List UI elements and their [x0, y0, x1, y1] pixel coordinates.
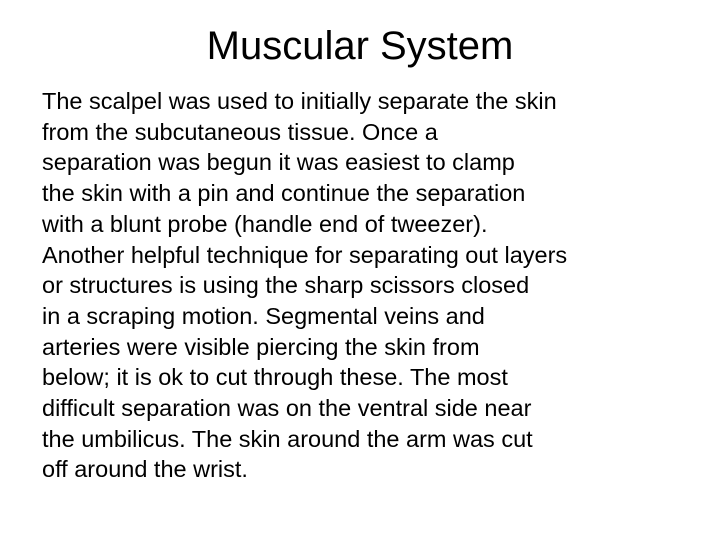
text-line: with a blunt probe (handle end of tweezer).: [42, 210, 488, 237]
text-line: or structures is using the sharp scissors closed: [42, 272, 530, 299]
text-line: separation was begun it was easiest to clamp: [42, 149, 515, 176]
text-line: The scalpel was used to initially separate the skin: [42, 88, 557, 114]
slide-title: Muscular System: [206, 24, 514, 68]
text-line: the skin with a pin and continue the separation: [42, 180, 526, 207]
paragraph-technique: [42, 240, 682, 486]
text-line: below; it is ok to cut through these. The most: [42, 364, 508, 391]
text-line: off around the wrist.: [42, 456, 248, 483]
text-line: Another helpful technique for separating out layers: [42, 241, 568, 268]
paragraph-scalpel: [42, 86, 682, 240]
slide-body: [42, 86, 682, 485]
text-line: the umbilicus. The skin around the arm was cut: [42, 425, 533, 452]
text-line: arteries were visible piercing the skin from: [42, 333, 480, 360]
text-line: difficult separation was on the ventral side near: [42, 395, 532, 422]
text-line: in a scraping motion. Segmental veins and: [42, 302, 485, 329]
text-line: from the subcutaneous tissue. Once a: [42, 118, 438, 145]
